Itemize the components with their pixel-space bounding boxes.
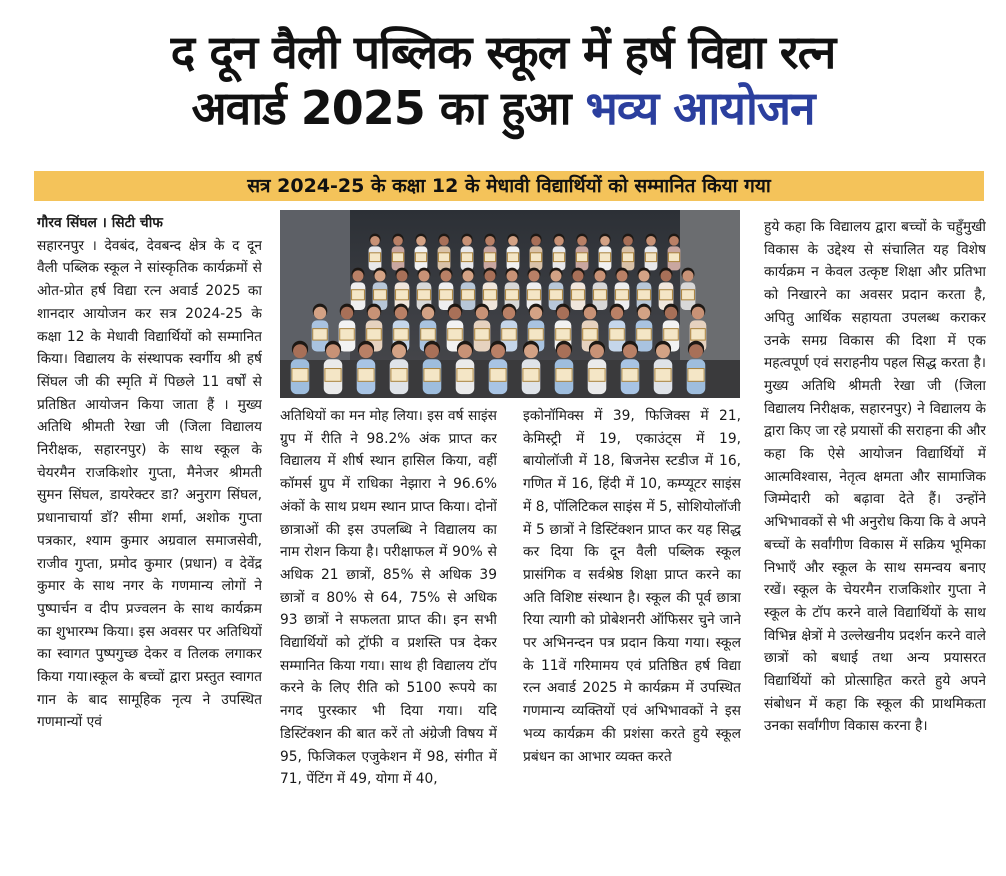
headline-line-1: द दून वैली पब्लिक स्कूल में हर्ष विद्या रत्न [170,25,836,79]
certificate [358,369,374,382]
person-head [440,270,451,281]
headline-line-2-main: अवार्ड 2025 का हुआ [191,81,571,135]
certificate [374,290,387,300]
certificate [664,329,679,340]
person-head [524,344,538,358]
person-head [557,307,569,319]
headline-accent: भव्य आयोजन [585,81,815,135]
byline: गौरव सिंघल । सिटी चीफ [37,215,163,231]
certificate [484,290,497,300]
certificate [462,290,475,300]
certificate [440,290,453,300]
certificate [506,290,519,300]
certificate [438,253,449,262]
person-head [530,307,542,319]
person-head [590,344,604,358]
person-head [557,344,571,358]
certificate [550,290,563,300]
person-head [638,307,650,319]
certificate [396,290,409,300]
person-head [425,344,439,358]
person-head [476,307,488,319]
person-head [584,307,596,319]
person-head [485,236,495,246]
certificate [589,369,605,382]
column-2-text: अतिथियों का मन मोह लिया। इस वर्ष साइंस ग्रुप में रीति ने 98.2% अंक प्राप्त कर विद्यालय में शीर्ष स्थान हासिल किया, वहीं कॉमर्स ग्रुप में राधिका नेझारा ने 96.6% अंकों के साथ प्रथम स्थान प्राप्त किया। दोनों छात्राओं की इस उपलब्धि ने विद्यालय का नाम रोशन किया है। परीक्षाफल में 90% से अधिक 21 छात्रों, 85% से अधिक 39 छात्रों व 80% से 64, 75% से अधिक 93 छात्रों ने सफलता प्राप्त की। इन सभी विद्यार्थियों को ट्रॉफी व प्रशस्ति पत्र देकर सम्मानित किया गया। साथ ही विद्यालय टॉप करने के लिए रीति को 5100 रूपये का नगद पुरस्कार भी दिया गया। यदि डिस्टिंक्शन की बात करें तो अंग्रेजी विषय में 95, फिजिकल एजुकेशन में 98, संगीत में 71, पेंटिंग में 49, योगा में 40, [280,408,497,788]
person-head [506,270,517,281]
person-head [396,270,407,281]
person-head [600,236,610,246]
certificate [622,369,638,382]
person-head [528,270,539,281]
certificate [682,290,695,300]
person-head [554,236,564,246]
person-head [577,236,587,246]
certificate [556,329,571,340]
person-head [611,307,623,319]
person-head [689,344,703,358]
certificate [691,329,706,340]
person-head [665,307,677,319]
person-head [491,344,505,358]
certificate [461,253,472,262]
person-head [352,270,363,281]
certificate [448,329,463,340]
article-column-2 [280,405,497,876]
certificate [415,253,426,262]
certificate [576,253,587,262]
person-head [550,270,561,281]
certificate [637,329,652,340]
certificate [528,290,541,300]
person-head [370,236,380,246]
person-head [638,270,649,281]
certificate [392,253,403,262]
person-head [293,344,307,358]
certificate [523,369,539,382]
person-head [623,236,633,246]
person-head [393,236,403,246]
person-head [594,270,605,281]
certificate [475,329,490,340]
person-head [462,270,473,281]
person-head [531,236,541,246]
certificate [340,329,355,340]
person-head [422,307,434,319]
certificate [638,290,651,300]
certificate [583,329,598,340]
certificate [645,253,656,262]
certificate [530,253,541,262]
certificate [421,329,436,340]
headline-line-2 [0,80,1006,136]
person-head [646,236,656,246]
certificate [418,290,431,300]
person-head [508,236,518,246]
certificate [424,369,440,382]
certificate [292,369,308,382]
certificate [529,329,544,340]
certificate [391,369,407,382]
person-head [341,307,353,319]
column-1-text: सहारनपुर । देवबंद, देवबन्द क्षेत्र के द दून वैली पब्लिक स्कूल ने सांस्कृतिक कार्यक्रमों से ओत-प्रोत हर्ष विद्या रत्न अवार्ड 2025 का शानदार आयोजन कर सत्र 2024-25 के कक्षा 12 के मेधावी विद्यार्थियों को सम्मानित किया। विद्यालय के संस्थापक स्वर्गीय श्री हर्ष सिंघल जी की स्मृति में पिछले 11 वर्षों से प्रतिष्ठित आयोजन किया जाता हैं । मुख्य अतिथि श्रीमती रेखा जी (जिला विद्यालय निरीक्षक, सहारनपुर) के साथ स्कूल के चेयरमैन राजकिशोर गुप्ता, मैनेजर श्रीमती सुमन सिंघल, डायरेक्टर डा? अनुराग सिंघल, प्रधानाचार्या डॉ? सीमा शर्मा, अशोक गुप्ता पत्रकार, श्याम कुमार अग्रवाल समाजसेवी, राजीव गुप्ता, प्रमोद कुमार (प्रधान) व देवेंद्र कुमार के साथ नगर के गणमान्य लोगों ने पुष्पार्चन व दीप प्रज्वलन के साथ कार्यक्रम का शुभारम्भ किया। इस अवसर पर अतिथियों का स्वागत पुष्पगुच्छ देकर व तिलक लगाकर किया गया।स्कूल के बच्चों द्वारा प्रस्तुत स्वागत गान के बाद सामूहिक नृत्य ने उपस्थित गणमान्यों एवं [37,237,262,731]
certificate [599,253,610,262]
person-head [682,270,693,281]
certificate [556,369,572,382]
certificate [352,290,365,300]
person-head [439,236,449,246]
person-head [326,344,340,358]
person-head [503,307,515,319]
article-column-3 [523,405,741,876]
person-head [314,307,326,319]
person-head [656,344,670,358]
article-column-4 [764,216,986,876]
certificate [688,369,704,382]
certificate [325,369,341,382]
certificate [622,253,633,262]
subheadline: सत्र 2024-25 के कक्षा 12 के मेधावी विद्यार्थियों को सम्मानित किया गया [247,175,771,197]
person-head [395,307,407,319]
person-head [484,270,495,281]
column-3-text: इकोनॉमिक्स में 39, फिजिक्स में 21, केमिस्ट्री में 19, एकाउंट्स में 19, बायोलॉजी में 18, बिजनेस स्टडीज में 16, गणित में 16, हिंदी में 10, कम्प्यूटर साइंस में 8, पॉलिटिकल साइंस में 5, सोशियोलॉजी में 5 छात्रों ने डिस्टिंक्शन प्राप्त कर यह सिद्ध कर दिया कि दून वैली पब्लिक स्कूल प्रासंगिक व सर्वश्रेष्ठ शिक्षा प्राप्त करने का अति विशिष्ट संस्थान है। स्कूल की पूर्व छात्रा रिया त्यागी को प्रोबेशनरी ऑफिसर चुने जाने पर अभिनन्दन पत्र प्रदान किया गया। स्कूल के 11वें गरिमामय एवं प्रतिष्ठित हर्ष विद्या रत्न अवार्ड 2025 मे कार्यक्रम में उपस्थित गणमान्य व्यक्तियों एवं अभिभावकों ने इस भव्य कार्यक्रम की प्रशंसा करते हुये स्कूल प्रबंधन का आभार व्यक्त करते [523,408,741,765]
certificate [369,253,380,262]
column-4-text: हुये कहा कि विद्यालय द्वारा बच्चों के चहुँमुखी विकास के उद्देश्य से संचालित यह विशेष कार्यक्रम न केवल उत्कृष्ट शिक्षा और प्रतिभा को निखारने का अवसर प्रदान करता है, अपितु आर्थिक सहायता उपलब्ध कराकर उनके समग्र विकास की दिशा में एक महत्वपूर्ण एवं सराहनीय पहल सिद्ध करता है। मुख्य अतिथि श्रीमती रेखा जी (जिला विद्यालय निरीक्षक, सहारनपुर) ने विद्यालय के द्वारा किए जा रहे प्रयासों की सराहना की और कहा कि ऐसे आयोजन विद्यार्थियों में आत्मविश्वास, नेतृत्व क्षमता और सामाजिक जिम्मेदारी को बढ़ावा देते हैं। उन्होंने अभिभावकों से भी अनुरोध किया कि वे अपने बच्चों के सर्वांगीण विकास में सक्रिय भूमिका निभाएँ और स्कूल के साथ समन्वय बनाए रखें। स्कूल के चेयरमैन राजकिशोर गुप्ता ने स्कूल के टॉप करने वाले विद्यार्थियों के साथ विभिन्न क्षेत्रों मे उल्लेखनीय प्रदर्शन करने वाले छात्रों को बधाई तथा अन्य प्रयासरत विद्यार्थियों को प्रोत्साहित करते हुये अपने संबोधन में कहा कि स्कूल की प्राथमिकता उनका सर्वांगीण विकास करना है। [764,219,986,735]
certificate [616,290,629,300]
person-head [616,270,627,281]
person-head [462,236,472,246]
person-head [449,307,461,319]
article-column-1 [37,212,262,876]
person-head [359,344,373,358]
certificate [502,329,517,340]
certificate [660,290,673,300]
certificate [457,369,473,382]
certificate [610,329,625,340]
certificate [668,253,679,262]
certificate [394,329,409,340]
person-head [458,344,472,358]
person-head [660,270,671,281]
person-head [692,307,704,319]
group-photo [280,210,740,398]
person-head [416,236,426,246]
certificate [367,329,382,340]
certificate [572,290,585,300]
headline [0,24,1006,136]
certificate [484,253,495,262]
certificate [553,253,564,262]
person-head [623,344,637,358]
certificate [313,329,328,340]
person-head [572,270,583,281]
certificate [655,369,671,382]
person-head [418,270,429,281]
person-head [669,236,679,246]
certificate [490,369,506,382]
person-head [374,270,385,281]
subheadline-band [34,171,984,201]
person-head [392,344,406,358]
certificate [507,253,518,262]
person-head [368,307,380,319]
certificate [594,290,607,300]
